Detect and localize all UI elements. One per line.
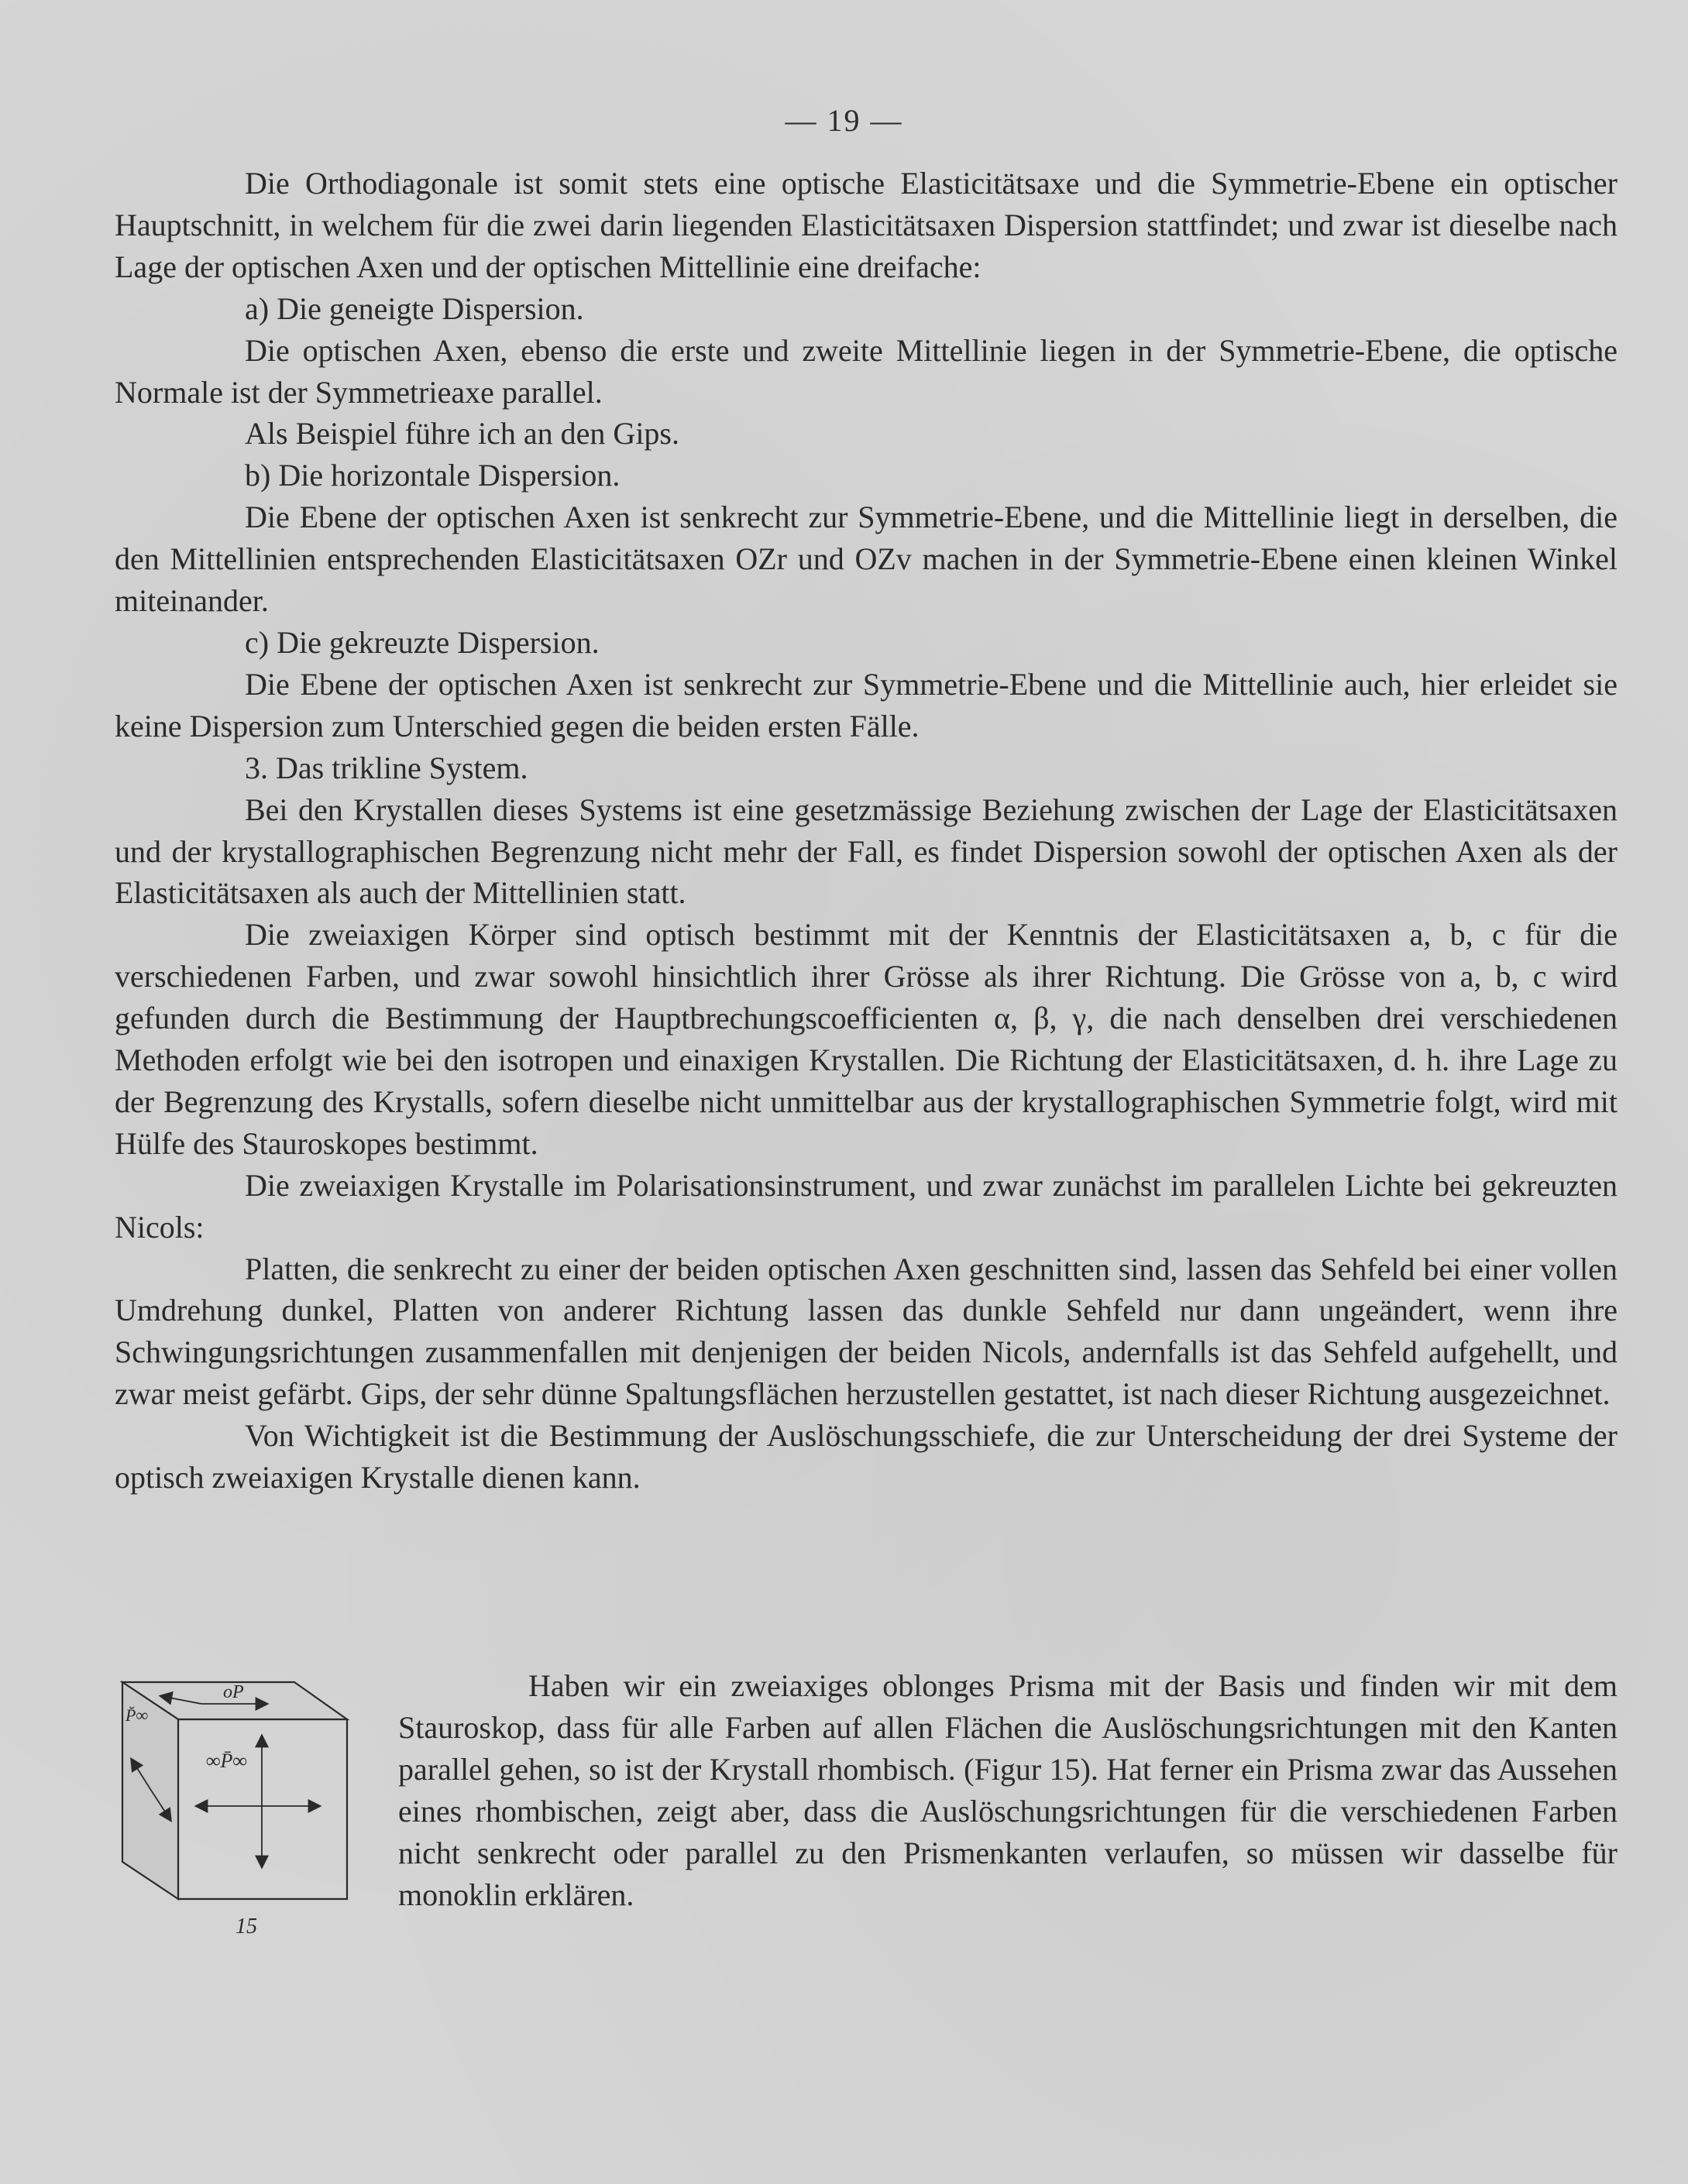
figure-number: 15 bbox=[235, 1914, 257, 1938]
paragraph: Die Ebene der optischen Axen ist senkrecht zur Symmetrie-Ebene, und die Mittellinie liegt in derselben, die den Mittellinien entsprechenden Elasticitätsaxen OZr und OZv machen in der Symmetrie-Ebene einen kleinen Winkel miteinander. bbox=[115, 500, 1618, 619]
paragraph: Die zweiaxigen Körper sind optisch bestimmt mit der Kenntnis der Elasticitätsaxen a, b, c für die verschiedenen Farben, und zwar sowohl hinsichtlich ihrer Grösse als ihrer Richtung. Die Grösse von a, b, c wird gefunden durch die Bestimmung der Hauptbrechungscoefficienten α, β, γ, die nach denselben drei verschiedenen Methoden erfolgt wie bei den isotropen und einaxigen Krystallen. Die Richtung der Elasticitätsaxen, d. h. ihre Lage zu der Begrenzung des Krystalls, sofern dieselbe nicht unmittelbar aus der krystallographischen Symmetrie folgt, wird mit Hülfe des Stauroskopes bestimmt. bbox=[115, 917, 1618, 1161]
figure-block bbox=[115, 1665, 1618, 1952]
figure-label-side: P̆∞ bbox=[125, 1705, 149, 1725]
paragraph: Platten, die senkrecht zu einer der beiden optischen Axen geschnitten sind, lassen das Sehfeld bei einer vollen Umdrehung dunkel, Platten von anderer Richtung lassen das dunkle Sehfeld nur dann ungeändert, wenn ihre Schwingungsrichtungen zusammenfallen mit denjenigen der beiden Nicols, andernfalls ist das Sehfeld aufgehellt, und zwar meist gefärbt. Gips, der sehr dünne Spaltungsflächen herzustellen gestattet, ist nach dieser Richtung ausgezeichnet. bbox=[115, 1251, 1618, 1412]
paragraph: Die Orthodiagonale ist somit stets eine optische Elasticitätsaxe und die Symmetrie-Ebene ein optischer Hauptschnitt, in welchem für die zwei darin liegenden Elasticitätsaxen Dispersion stattfindet; und zwar ist dieselbe nach Lage der optischen Axen und der optischen Mittellinie eine dreifache: bbox=[115, 166, 1618, 284]
page-number: — 19 — bbox=[785, 103, 903, 138]
paragraph: Die Ebene der optischen Axen ist senkrecht zur Symmetrie-Ebene und die Mittellinie auch, hier erleidet sie keine Dispersion zum Unterschied gegen die beiden ersten Fälle. bbox=[115, 666, 1618, 743]
subheading: b) Die horizontale Dispersion. bbox=[245, 458, 621, 493]
figure-15 bbox=[115, 1673, 378, 1952]
body-text bbox=[115, 163, 1618, 1499]
paragraph: Haben wir ein zweiaxiges oblonges Prisma mit der Basis und finden wir mit dem Stauroskop, dass für alle Farben auf allen Flächen die Auslöschungsrichtungen mit den Kanten parallel gehen, so ist der Krystall rhombisch. (Figur 15). Hat ferner ein Prisma zwar das Aussehen eines rhombischen, zeigt aber, dass die Auslöschungsrichtungen für die verschiedenen Farben nicht senkrecht oder parallel zu den Prismenkanten verlaufen, so müssen wir dasselbe für monoklin erklären. bbox=[398, 1668, 1618, 1912]
paragraph: Die optischen Axen, ebenso die erste und zweite Mittellinie liegen in der Symmetrie-Ebene, die optische Normale ist der Symmetrieaxe parallel. bbox=[115, 332, 1618, 410]
section-heading: 3. Das trikline System. bbox=[245, 750, 528, 785]
figure-label-front: ∞P̄∞ bbox=[206, 1750, 247, 1772]
subheading: c) Die gekreuzte Dispersion. bbox=[245, 624, 600, 660]
prism-front-face bbox=[178, 1719, 347, 1899]
paragraph: Die zweiaxigen Krystalle im Polarisationsinstrument, und zwar zunächst im parallelen Lichte bei gekreuzten Nicols: bbox=[115, 1167, 1618, 1245]
subheading: a) Die geneigte Dispersion. bbox=[245, 290, 584, 326]
paragraph: Als Beispiel führe ich an den Gips. bbox=[245, 416, 679, 452]
prism-diagram bbox=[115, 1673, 378, 1952]
figure-label-top: oP bbox=[223, 1682, 244, 1702]
paragraph: Bei den Krystallen dieses Systems ist eine gesetzmässige Beziehung zwischen der Lage der Elasticitätsaxen und der krystallographischen Begrenzung nicht mehr der Fall, es findet Dispersion sowohl der optischen Axen als der Elasticitätsaxen als auch der Mittellinien statt. bbox=[115, 792, 1618, 911]
paragraph: Von Wichtigkeit ist die Bestimmung der Auslöschungsschiefe, die zur Unterscheidung der drei Systeme der optisch zweiaxigen Krystalle dienen kann. bbox=[115, 1418, 1618, 1495]
